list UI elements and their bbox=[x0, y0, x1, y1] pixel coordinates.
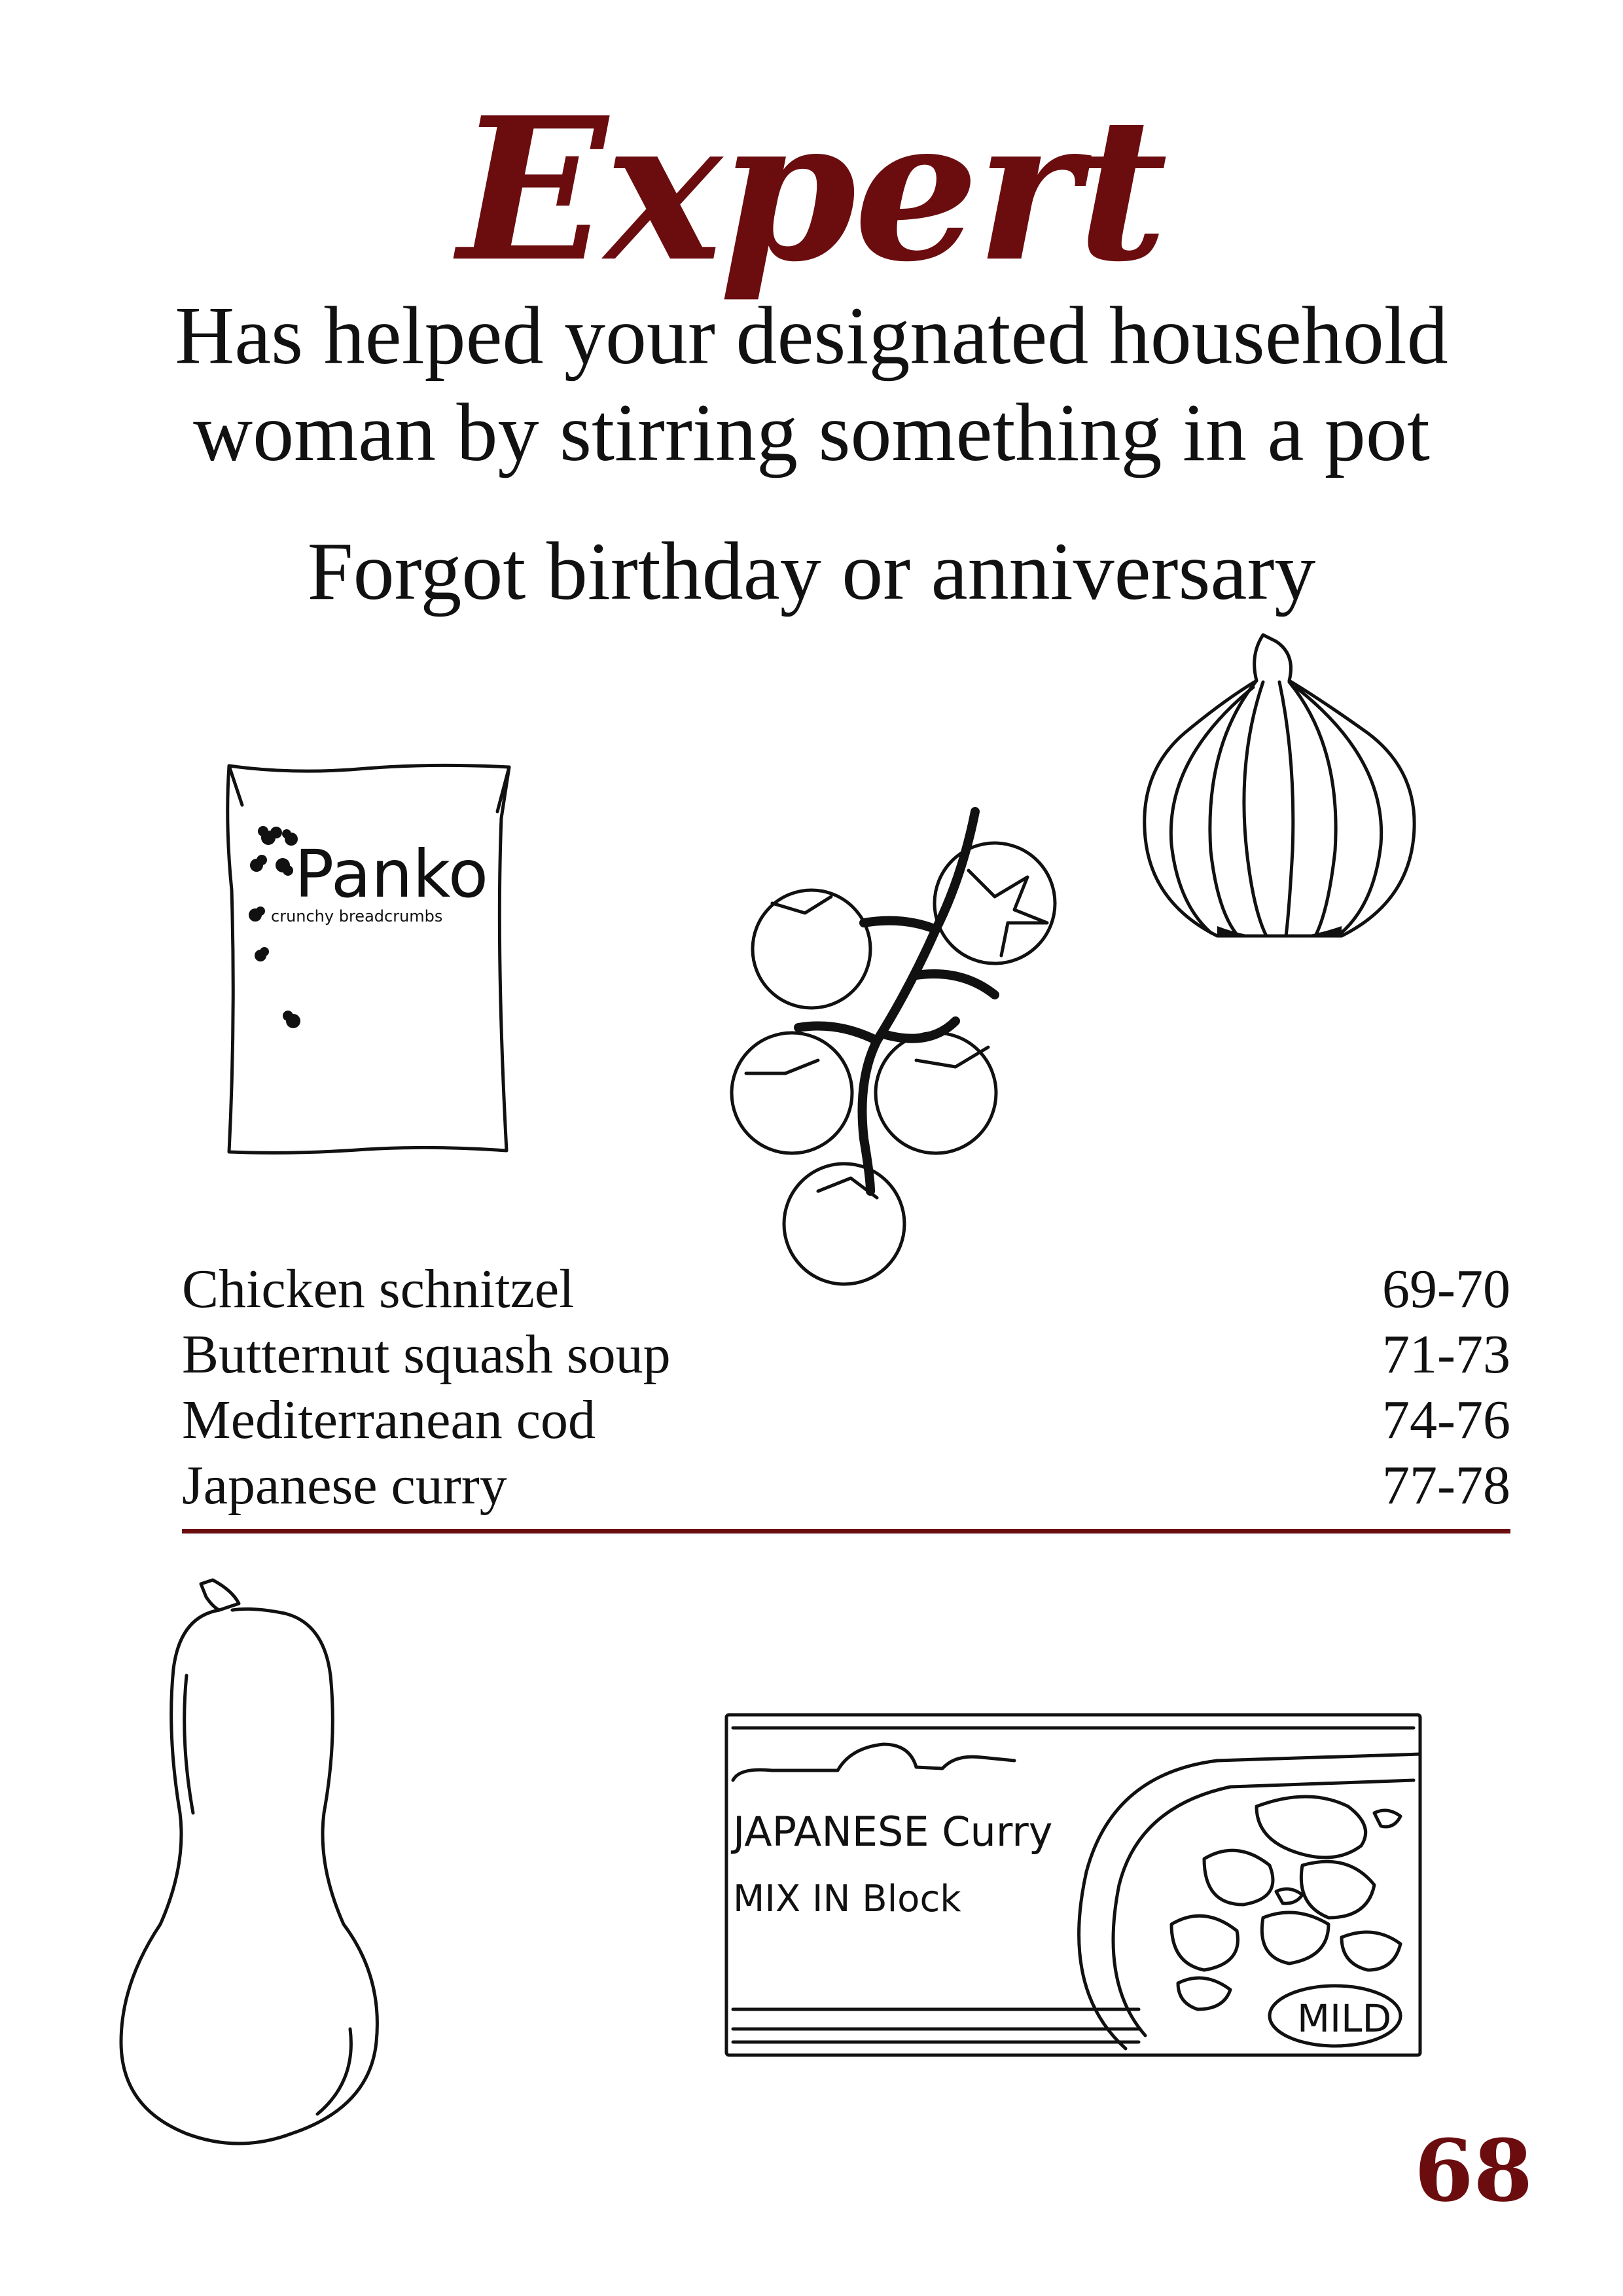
recipe-row[interactable] bbox=[182, 1257, 1510, 1322]
level-heading: Expert bbox=[457, 74, 1166, 305]
cherry-tomatoes-illustration bbox=[720, 798, 1086, 1296]
recipe-pages: 69-70 bbox=[1382, 1259, 1510, 1319]
recipe-name: Mediterranean cod bbox=[182, 1390, 596, 1450]
recipe-pages: 77-78 bbox=[1382, 1455, 1510, 1516]
recipe-name: Butternut squash soup bbox=[182, 1324, 671, 1385]
curry-line-2: MIX IN Block bbox=[733, 1878, 961, 1920]
recipe-name: Japanese curry bbox=[182, 1455, 507, 1516]
panko-tagline: crunchy breadcrumbs bbox=[271, 907, 443, 925]
recipe-pages: 71-73 bbox=[1382, 1324, 1510, 1385]
onion-illustration bbox=[1126, 628, 1427, 942]
recipe-index bbox=[182, 1257, 1510, 1518]
curry-box-illustration bbox=[720, 1708, 1427, 2062]
recipe-pages: 74-76 bbox=[1382, 1390, 1510, 1450]
recipe-name: Chicken schnitzel bbox=[182, 1259, 575, 1319]
criterion-1: Has helped your designated household woman by stirring something in a pot bbox=[175, 291, 1448, 478]
butternut-squash-illustration bbox=[108, 1571, 396, 2153]
criterion-2: Forgot birthday or anniversary bbox=[307, 526, 1316, 617]
recipe-row[interactable] bbox=[182, 1453, 1510, 1518]
recipe-row[interactable] bbox=[182, 1388, 1510, 1453]
curry-line-1: JAPANESE Curry bbox=[733, 1808, 1053, 1856]
panko-brand: Panko bbox=[294, 836, 488, 912]
panko-bag-illustration bbox=[216, 759, 524, 1165]
curry-badge: MILD bbox=[1297, 1996, 1392, 2041]
recipe-row[interactable] bbox=[182, 1322, 1510, 1388]
page-number: 68 bbox=[1414, 2121, 1533, 2221]
index-divider bbox=[182, 1529, 1510, 1534]
